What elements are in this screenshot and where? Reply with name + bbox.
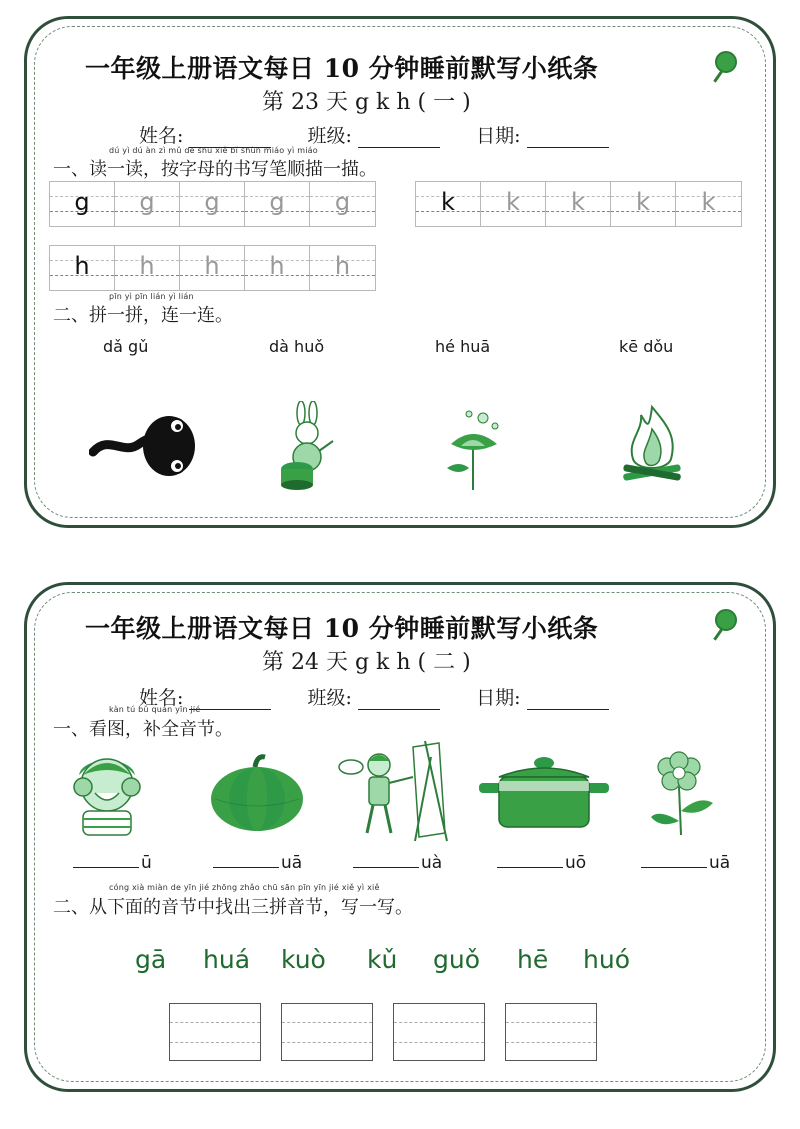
syllable-hua: huá [203, 945, 251, 974]
blank-suffix: uā [709, 853, 731, 873]
date-field[interactable] [527, 130, 609, 148]
letter-g: g [139, 188, 155, 216]
worksheet-card-day24 [24, 582, 776, 1092]
class-field[interactable] [358, 692, 440, 710]
section2-pinyin: pīn yì pīn lián yì lián [109, 292, 194, 301]
answer-box-2[interactable] [281, 1003, 373, 1061]
blank-suffix: uā [281, 853, 303, 873]
blank-3[interactable] [353, 853, 442, 873]
date-label: 日期: [476, 687, 521, 709]
day-subtitle: 第 24 天 g k h ( 二 ) [262, 650, 471, 675]
syllable-ku: kǔ [367, 945, 398, 974]
tadpole-icon[interactable] [89, 404, 199, 484]
letter-h: h [139, 252, 155, 280]
letter-g: g [334, 188, 351, 216]
info-row [139, 683, 609, 710]
blank-5[interactable] [641, 853, 730, 873]
blank-suffix: uō [565, 853, 587, 873]
letter-g: g [204, 188, 220, 216]
class-field[interactable] [358, 130, 440, 148]
blank-4[interactable] [497, 853, 586, 873]
answer-line[interactable] [497, 867, 563, 868]
name-field[interactable] [189, 692, 271, 710]
painting-child-icon[interactable] [335, 737, 455, 845]
section1-instruction: 一、读一读，按字母的书写笔顺描一描。 [53, 159, 377, 180]
letter-k: k [441, 188, 455, 216]
word-da-huo: dà huǒ [269, 337, 325, 356]
syllable-huo: huó [583, 945, 630, 974]
card-title: 一年级上册语文每日 10 分钟睡前默写小纸条 [85, 614, 599, 643]
card-title: 一年级上册语文每日 10 分钟睡前默写小纸条 [85, 54, 599, 83]
writing-grid-h[interactable] [49, 245, 376, 291]
lotus-icon[interactable] [439, 404, 509, 492]
letter-g: g [269, 188, 285, 216]
rabbit-drum-icon[interactable] [273, 401, 343, 491]
word-da-gu: dǎ gǔ [103, 337, 149, 356]
blank-2[interactable] [213, 853, 302, 873]
class-label: 班级: [307, 687, 352, 709]
name-label: 姓名: [139, 687, 184, 709]
writing-grid-k[interactable] [415, 181, 742, 227]
syllable-kuo: kuò [281, 945, 326, 974]
date-field[interactable] [527, 692, 609, 710]
syllable-he: hē [517, 945, 549, 974]
answer-box-3[interactable] [393, 1003, 485, 1061]
letter-k: k [701, 188, 716, 216]
letter-h: h [334, 252, 351, 280]
section2-instruction: 二、拼一拼，连一连。 [53, 305, 233, 326]
worksheet-card-day23 [24, 16, 776, 528]
answer-box-1[interactable] [169, 1003, 261, 1061]
blank-suffix: ū [141, 853, 152, 873]
fire-icon[interactable] [617, 401, 687, 489]
letter-h: h [204, 252, 220, 280]
crying-boy-icon[interactable] [57, 745, 157, 837]
letter-h: h [269, 252, 285, 280]
section1-pinyin: dú yì dú àn zì mǔ de shū xiě bǐ shùn miáo yì miáo [109, 146, 318, 155]
letter-k: k [636, 188, 650, 216]
pot-icon[interactable] [475, 753, 613, 835]
answer-line[interactable] [213, 867, 279, 868]
answer-line[interactable] [353, 867, 419, 868]
letter-k: k [506, 188, 520, 216]
class-label: 班级: [307, 125, 352, 147]
section2-instruction: 二、从下面的音节中找出三拼音节，写一写。 [53, 897, 413, 918]
letter-g: g [74, 188, 90, 216]
section1-pinyin: kàn tú bǔ quán yīn jié [109, 705, 201, 714]
letter-h: h [74, 252, 90, 280]
section1-instruction: 一、看图，补全音节。 [53, 719, 233, 740]
pushpin-icon [715, 51, 737, 73]
pushpin-icon [715, 609, 737, 631]
word-ke-dou: kē dǒu [619, 337, 674, 356]
info-row [139, 121, 609, 148]
blank-suffix: uà [421, 853, 443, 873]
letter-k: k [571, 188, 585, 216]
answer-box-4[interactable] [505, 1003, 597, 1061]
answer-line[interactable] [73, 867, 139, 868]
syllable-guo: guǒ [433, 945, 481, 974]
word-he-hua: hé huā [435, 337, 491, 356]
flower-icon[interactable] [643, 751, 719, 837]
date-label: 日期: [476, 125, 521, 147]
writing-grid-g[interactable] [49, 181, 376, 227]
answer-line[interactable] [641, 867, 707, 868]
section2-pinyin: cóng xià miàn de yīn jié zhōng zhǎo chū sān pīn yīn jié xiě yì xiě [109, 883, 380, 892]
name-label: 姓名: [139, 125, 184, 147]
day-subtitle: 第 23 天 g k h ( 一 ) [262, 90, 471, 115]
blank-1[interactable] [73, 853, 152, 873]
syllable-ga: gā [135, 945, 167, 974]
pumpkin-icon[interactable] [207, 753, 307, 833]
